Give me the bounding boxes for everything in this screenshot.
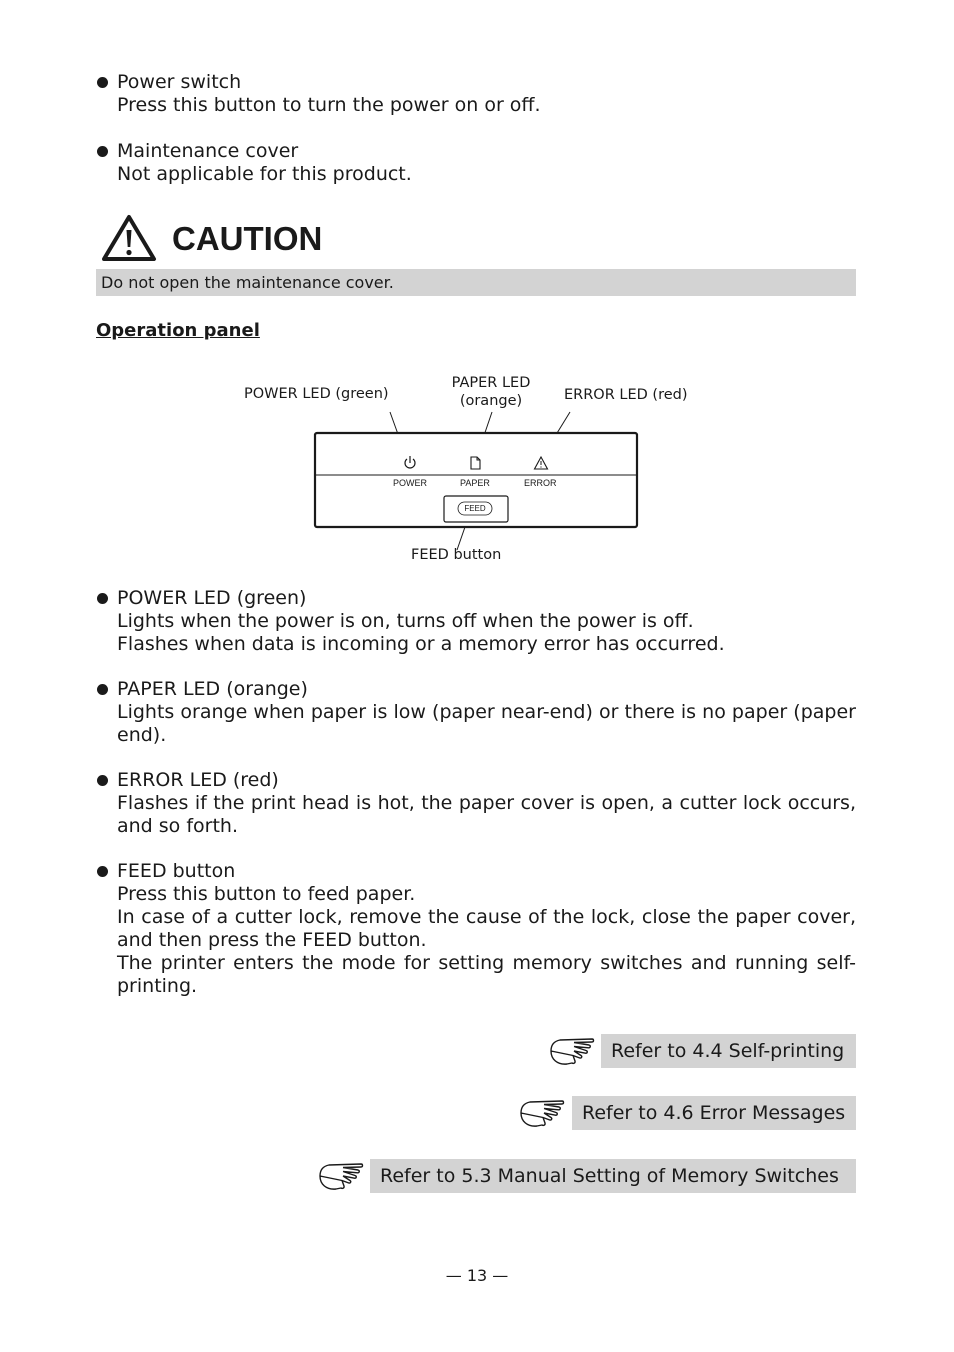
- warning-triangle-icon: [101, 214, 157, 262]
- feed-button-label: FEED button: [411, 547, 502, 563]
- bullet-body: [96, 94, 856, 117]
- bullet-body: [96, 701, 856, 747]
- bullet-line: Flashes when data is incoming or a memory error has occurred.: [117, 633, 725, 655]
- pointing-hand-icon: [316, 1159, 366, 1195]
- bullet-maintenance-cover: [96, 140, 856, 186]
- pointing-hand-icon: [517, 1096, 567, 1132]
- bullet-line: Not applicable for this product.: [117, 163, 412, 185]
- paper-led-label-line2: (orange): [459, 393, 523, 409]
- bullet-heading: [96, 769, 856, 792]
- bullet-dot-icon: [97, 684, 108, 695]
- bullet-line: Press this button to feed paper.: [117, 883, 416, 905]
- bullet-title: POWER LED (green): [117, 587, 307, 609]
- page-number: — 13 —: [445, 1266, 509, 1285]
- pointing-hand-icon: [547, 1034, 597, 1070]
- bullet-heading: [96, 71, 856, 94]
- bullet-heading: [96, 587, 856, 610]
- reference-self-printing[interactable]: Refer to 4.4 Self-printing: [601, 1034, 856, 1068]
- bullet-line: Press this button to turn the power on or off.: [117, 94, 541, 116]
- bullet-paper-led: [96, 678, 856, 747]
- feed-button: FEED: [464, 504, 486, 513]
- bullet-heading: [96, 860, 856, 883]
- bullet-dot-icon: [97, 146, 108, 157]
- bullet-body: [96, 610, 856, 656]
- power-led-label: POWER LED (green): [244, 386, 389, 402]
- caution-title: CAUTION: [172, 220, 323, 257]
- reference-memory-switches[interactable]: Refer to 5.3 Manual Setting of Memory Switches: [370, 1159, 856, 1193]
- bullet-body: [96, 883, 856, 998]
- bullet-dot-icon: [97, 77, 108, 88]
- bullet-title: PAPER LED (orange): [117, 678, 308, 700]
- panel-power-text: POWER: [393, 478, 428, 488]
- bullet-line: Flashes if the print head is hot, the paper cover is open, a cutter lock occurs, and so forth.: [117, 792, 856, 837]
- bullet-power-led: [96, 587, 856, 656]
- panel-error-text: ERROR: [524, 478, 557, 488]
- bullet-heading: [96, 678, 856, 701]
- bullet-dot-icon: [97, 593, 108, 604]
- bullet-title: Maintenance cover: [117, 140, 299, 162]
- bullet-feed-button: [96, 860, 856, 998]
- bullet-line: Lights when the power is on, turns off when the power is off.: [117, 610, 694, 632]
- panel-paper-text: PAPER: [460, 478, 490, 488]
- bullet-line: Lights orange when paper is low (paper near-end) or there is no paper (paper end).: [117, 701, 856, 746]
- caution-message: Do not open the maintenance cover.: [96, 269, 856, 296]
- bullet-line: The printer enters the mode for setting memory switches and running self-printing.: [117, 952, 856, 997]
- bullet-line: In case of a cutter lock, remove the cause of the lock, close the paper cover, and then press the FEED button.: [117, 906, 856, 951]
- bullet-dot-icon: [97, 775, 108, 786]
- reference-error-messages[interactable]: Refer to 4.6 Error Messages: [572, 1096, 856, 1130]
- bullet-title: FEED button: [117, 860, 236, 882]
- bullet-heading: [96, 140, 856, 163]
- bullet-body: [96, 163, 856, 186]
- error-led-label: ERROR LED (red): [564, 387, 688, 403]
- bullet-title: Power switch: [117, 71, 242, 93]
- bullet-power-switch: [96, 71, 856, 117]
- section-heading: Operation panel: [96, 320, 260, 341]
- paper-led-label-line1: PAPER LED: [451, 375, 531, 391]
- bullet-title: ERROR LED (red): [117, 769, 279, 791]
- bullet-dot-icon: [97, 866, 108, 877]
- bullet-error-led: [96, 769, 856, 838]
- bullet-body: [96, 792, 856, 838]
